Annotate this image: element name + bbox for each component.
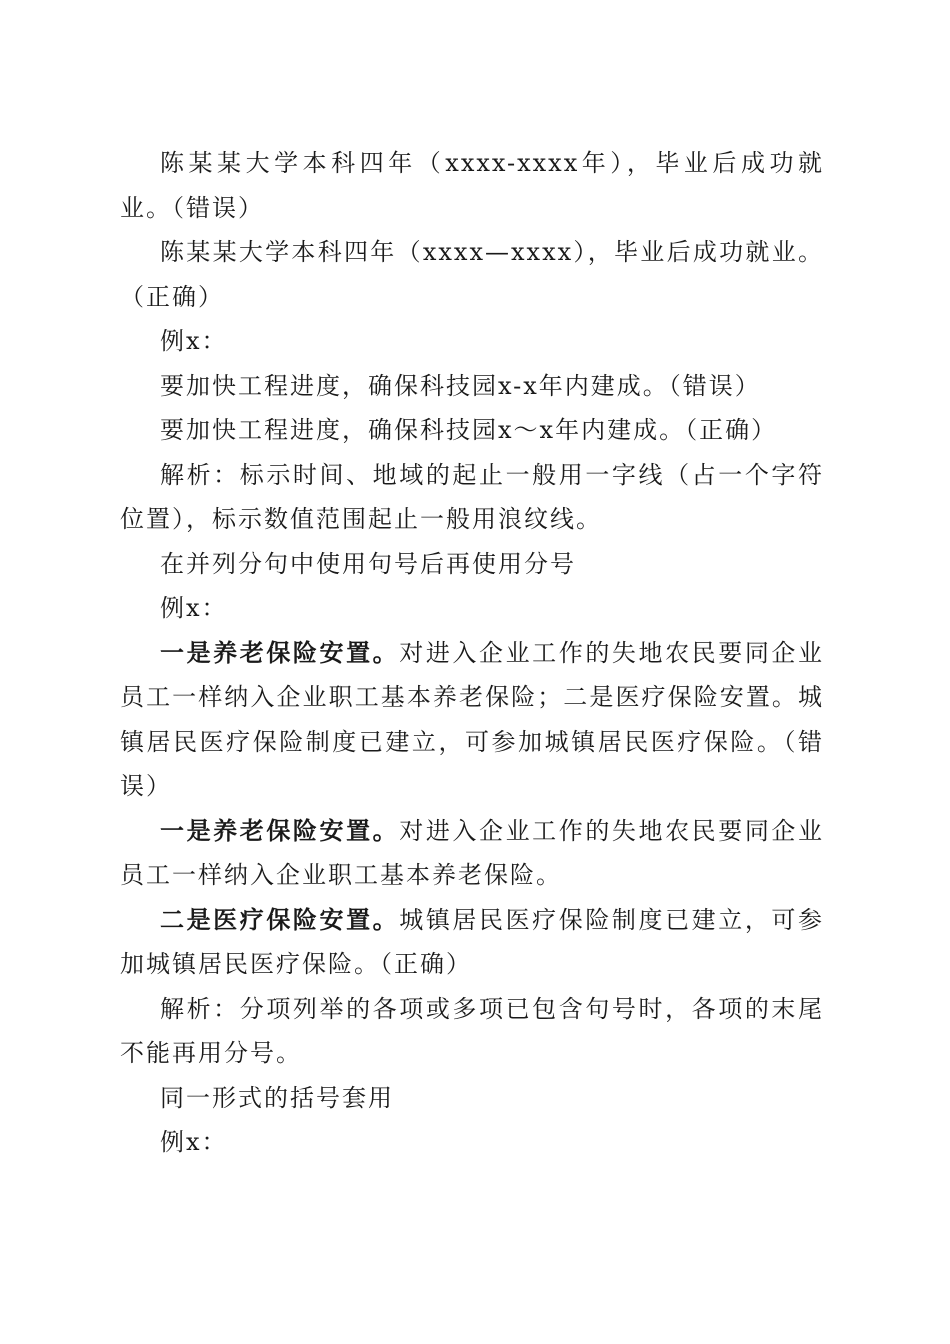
- paragraph-text: 例x：: [160, 594, 228, 622]
- paragraph-text: 例x：: [160, 327, 228, 355]
- document-body: [120, 141, 824, 1165]
- paragraph-text: 陈某某大学本科四年（xxxx—xxxx），毕业后成功就业。（正确）: [120, 238, 824, 311]
- paragraph-text: 解析：标示时间、地域的起止一般用一字线（占一个字符位置），标示数值范围起止一般用浪纹线。: [120, 460, 824, 533]
- paragraph-example-wrong-semicolon: [120, 631, 824, 809]
- paragraph-example-label: [120, 586, 824, 631]
- paragraph-example-label: [120, 319, 824, 364]
- paragraph-text: 例x：: [160, 1128, 228, 1156]
- paragraph-example-correct-item-one: [120, 809, 824, 898]
- bold-lead-text: 二是医疗保险安置。: [160, 904, 400, 934]
- paragraph-text: 同一形式的括号套用: [160, 1083, 394, 1112]
- paragraph-example-correct-item-two: [120, 898, 824, 987]
- paragraph-example-correct-dash: [120, 230, 824, 319]
- paragraph-text: 对进入企业工作的失地农民要同企业员工一样纳入企业职工基本养老保险；二是医疗保险安置。城镇居民医疗保险制度已建立，可参加城镇居民医疗保险。（错误）: [120, 638, 824, 800]
- paragraph-example-label: [120, 1120, 824, 1165]
- bold-lead-text: 一是养老保险安置。: [160, 637, 400, 667]
- paragraph-text: 在并列分句中使用句号后再使用分号: [160, 549, 576, 578]
- paragraph-text: 要加快工程进度，确保科技园x-x年内建成。（错误）: [160, 371, 761, 400]
- paragraph-text: 对进入企业工作的失地农民要同企业员工一样纳入企业职工基本养老保险。: [120, 816, 824, 889]
- paragraph-analysis-semicolon: [120, 987, 824, 1076]
- paragraph-analysis-range: [120, 453, 824, 542]
- bold-lead-text: 一是养老保险安置。: [160, 815, 400, 845]
- paragraph-text: 要加快工程进度，确保科技园x～x年内建成。（正确）: [160, 416, 778, 444]
- paragraph-example-wrong-dash: [120, 141, 824, 230]
- section-heading-brackets: [120, 1076, 824, 1121]
- paragraph-example-correct-tilde: [120, 408, 824, 453]
- paragraph-example-wrong-hyphen: [120, 364, 824, 409]
- paragraph-text: 陈某某大学本科四年（xxxx-xxxx年），毕业后成功就业。（错误）: [120, 149, 824, 222]
- section-heading-semicolon: [120, 542, 824, 587]
- paragraph-text: 解析：分项列举的各项或多项已包含句号时，各项的末尾不能再用分号。: [120, 994, 824, 1067]
- paragraph-text: 城镇居民医疗保险制度已建立，可参加城镇居民医疗保险。（正确）: [120, 905, 824, 978]
